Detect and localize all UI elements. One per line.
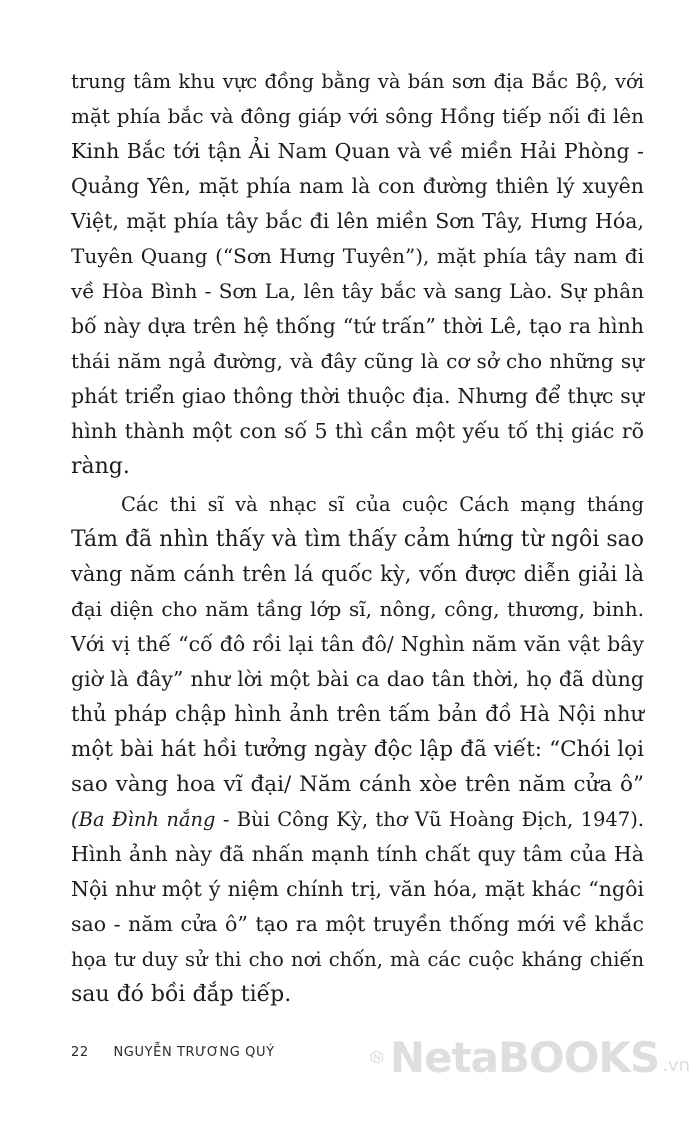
- author-name: NGUYỄN TRƯƠNG QUÝ: [113, 1045, 275, 1060]
- watermark-suffix: .vn: [662, 1054, 690, 1076]
- paragraph-first-line: Các thi sĩ và nhạc sĩ của cuộc Cách mạng tháng: [121, 493, 644, 516]
- text-line: thủ pháp chập hình ảnh trên tấm bản đồ Hà Nội như: [71, 702, 644, 726]
- text-line: Quảng Yên, mặt phía nam là con đường thiên lý xuyên: [71, 174, 644, 198]
- watermark-text: NetaBOOKS: [389, 1032, 660, 1082]
- page-text: [71, 64, 644, 1012]
- watermark: [370, 1022, 690, 1092]
- text-line: hình thành một con số 5 thì cần một yếu tố thị giác rõ: [71, 419, 644, 443]
- text-line: Tuyên Quang (“Sơn Hưng Tuyên”), mặt phía tây nam đi: [71, 244, 644, 268]
- text-line: mặt phía bắc và đông giáp với sông Hồng tiếp nối đi lên: [71, 104, 644, 128]
- text-line: ràng.: [71, 454, 130, 479]
- text-line: phát triển giao thông thời thuộc địa. Nhưng để thực sự: [71, 384, 644, 408]
- text-line: Tám đã nhìn thấy và tìm thấy cảm hứng từ ngôi sao: [71, 527, 644, 552]
- text-line: trung tâm khu vực đồng bằng và bán sơn địa Bắc Bộ, với: [71, 70, 644, 93]
- text-line: họa tư duy sử thi cho nơi chốn, mà các cuộc kháng chiến: [71, 948, 644, 971]
- text-line: giờ là đây” như lời một bài ca dao tân thời, họ đã dùng: [71, 667, 644, 691]
- text-line: sau đó bồi đắp tiếp.: [71, 982, 292, 1007]
- song-title: (Ba Đình nắng: [71, 808, 216, 831]
- text-line: sao - năm cửa ô” tạo ra một truyền thống mới về khắc: [71, 912, 644, 936]
- text-line: Việt, mặt phía tây bắc đi lên miền Sơn Tây, Hưng Hóa,: [71, 209, 644, 233]
- text-line: Nội như một ý niệm chính trị, văn hóa, mặt khác “ngôi: [71, 877, 644, 901]
- text-line: về Hòa Bình - Sơn La, lên tây bắc và sang Lào. Sự phân: [71, 279, 644, 303]
- text-line: bố này dựa trên hệ thống “tứ trấn” thời Lê, tạo ra hình: [71, 314, 644, 338]
- netabooks-logo-icon: [370, 1028, 384, 1086]
- text-line: thái năm ngả đường, và đây cũng là cơ sở cho những sự: [71, 349, 644, 373]
- text-line: đại diện cho năm tầng lớp sĩ, nông, công, thương, binh.: [71, 597, 644, 621]
- text-line: vàng năm cánh trên lá quốc kỳ, vốn được diễn giải là: [71, 562, 644, 586]
- text-line: Với vị thế “cố đô rồi lại tân đô/ Nghìn năm văn vật bây: [71, 632, 644, 656]
- text-line: Hình ảnh này đã nhấn mạnh tính chất quy tâm của Hà: [71, 842, 644, 866]
- text-line: sao vàng hoa vĩ đại/ Năm cánh xòe trên năm cửa ô”: [71, 772, 644, 797]
- text-line: Kinh Bắc tới tận Ải Nam Quan và về miền Hải Phòng -: [71, 139, 644, 163]
- text-line: một bài hát hồi tưởng ngày độc lập đã viết: “Chói lọi: [71, 737, 644, 762]
- page-number: 22: [71, 1045, 89, 1060]
- page-footer: [71, 1045, 275, 1060]
- citation-text: - Bùi Công Kỳ, thơ Vũ Hoàng Địch, 1947).: [215, 808, 644, 831]
- citation-line: [71, 802, 644, 837]
